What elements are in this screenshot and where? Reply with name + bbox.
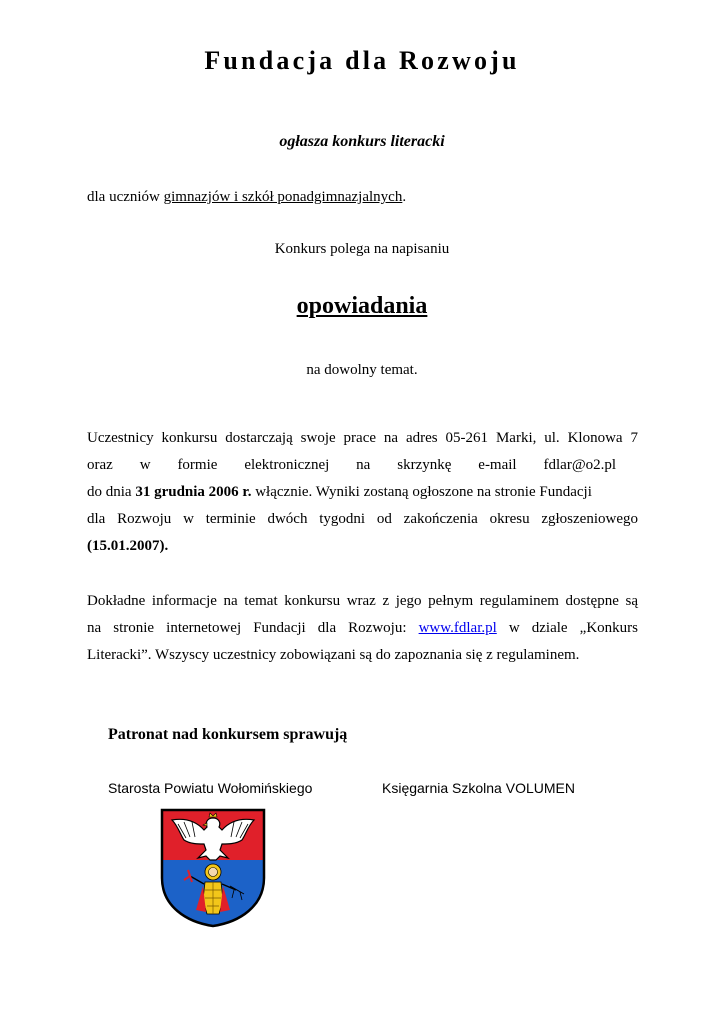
submission-line-2 bbox=[87, 452, 638, 479]
website-link[interactable]: www.fdlar.pl bbox=[418, 620, 497, 636]
word: na bbox=[356, 457, 371, 473]
word: formie bbox=[177, 457, 218, 473]
patron-starosta: Starosta Powiatu Wołomińskiego bbox=[108, 780, 313, 796]
submission-paragraph bbox=[87, 425, 638, 560]
info-line-2 bbox=[87, 615, 638, 642]
audience-prefix: dla uczniów bbox=[87, 189, 164, 205]
coat-of-arms-eagle-knight-icon bbox=[160, 808, 266, 928]
deadline-date: 31 grudnia 2006 r. bbox=[135, 484, 252, 500]
audience-suffix: . bbox=[402, 189, 407, 205]
topic-line: na dowolny temat. bbox=[306, 362, 418, 378]
info-prefix: na stronie internetowej Fundacji dla Rozwoju: bbox=[87, 620, 419, 636]
task-line: Konkurs polega na napisaniu bbox=[274, 241, 450, 257]
subtitle: ogłasza konkurs literacki bbox=[279, 133, 445, 150]
submission-line-4: dla Rozwoju w terminie dwóch tygodni od zakończenia okresu zgłoszeniowego bbox=[87, 511, 638, 527]
word: skrzynkę bbox=[397, 457, 452, 473]
info-paragraph bbox=[87, 588, 638, 669]
word: elektronicznej bbox=[244, 457, 330, 473]
submission-line-1: Uczestnicy konkursu dostarczają swoje prace na adres 05-261 Marki, ul. Klonowa 7 bbox=[87, 430, 638, 446]
info-line-1: Dokładne informacje na temat konkursu wraz z jego pełnym regulaminem dostępne są bbox=[87, 593, 638, 609]
audience-schools: gimnazjów i szkół ponadgimnazjalnych bbox=[163, 189, 403, 205]
word: w bbox=[139, 457, 151, 473]
word: e-mail bbox=[478, 457, 517, 473]
email-address: fdlar@o2.pl bbox=[543, 457, 617, 473]
genre-heading: opowiadania bbox=[296, 293, 428, 319]
deadline-prefix: do dnia bbox=[87, 484, 136, 500]
patronage-heading: Patronat nad konkursem sprawują bbox=[108, 726, 348, 743]
submission-line-5 bbox=[87, 533, 638, 560]
submission-line-3 bbox=[87, 479, 638, 506]
deadline-suffix: włącznie. Wyniki zostaną ogłoszone na stronie Fundacji bbox=[251, 484, 592, 500]
results-date: (15.01.2007). bbox=[87, 538, 169, 554]
page-title: Fundacja dla Rozwoju bbox=[204, 46, 520, 75]
patron-bookstore: Księgarnia Szkolna VOLUMEN bbox=[382, 780, 575, 796]
coat-of-arms-svg bbox=[160, 808, 266, 928]
audience-line bbox=[87, 189, 406, 206]
info-suffix: w dziale „Konkurs bbox=[496, 620, 638, 636]
info-line-3: Literacki”. Wszyscy uczestnicy zobowiązani są do zapoznania się z regulaminem. bbox=[87, 647, 580, 663]
word: oraz bbox=[87, 457, 113, 473]
